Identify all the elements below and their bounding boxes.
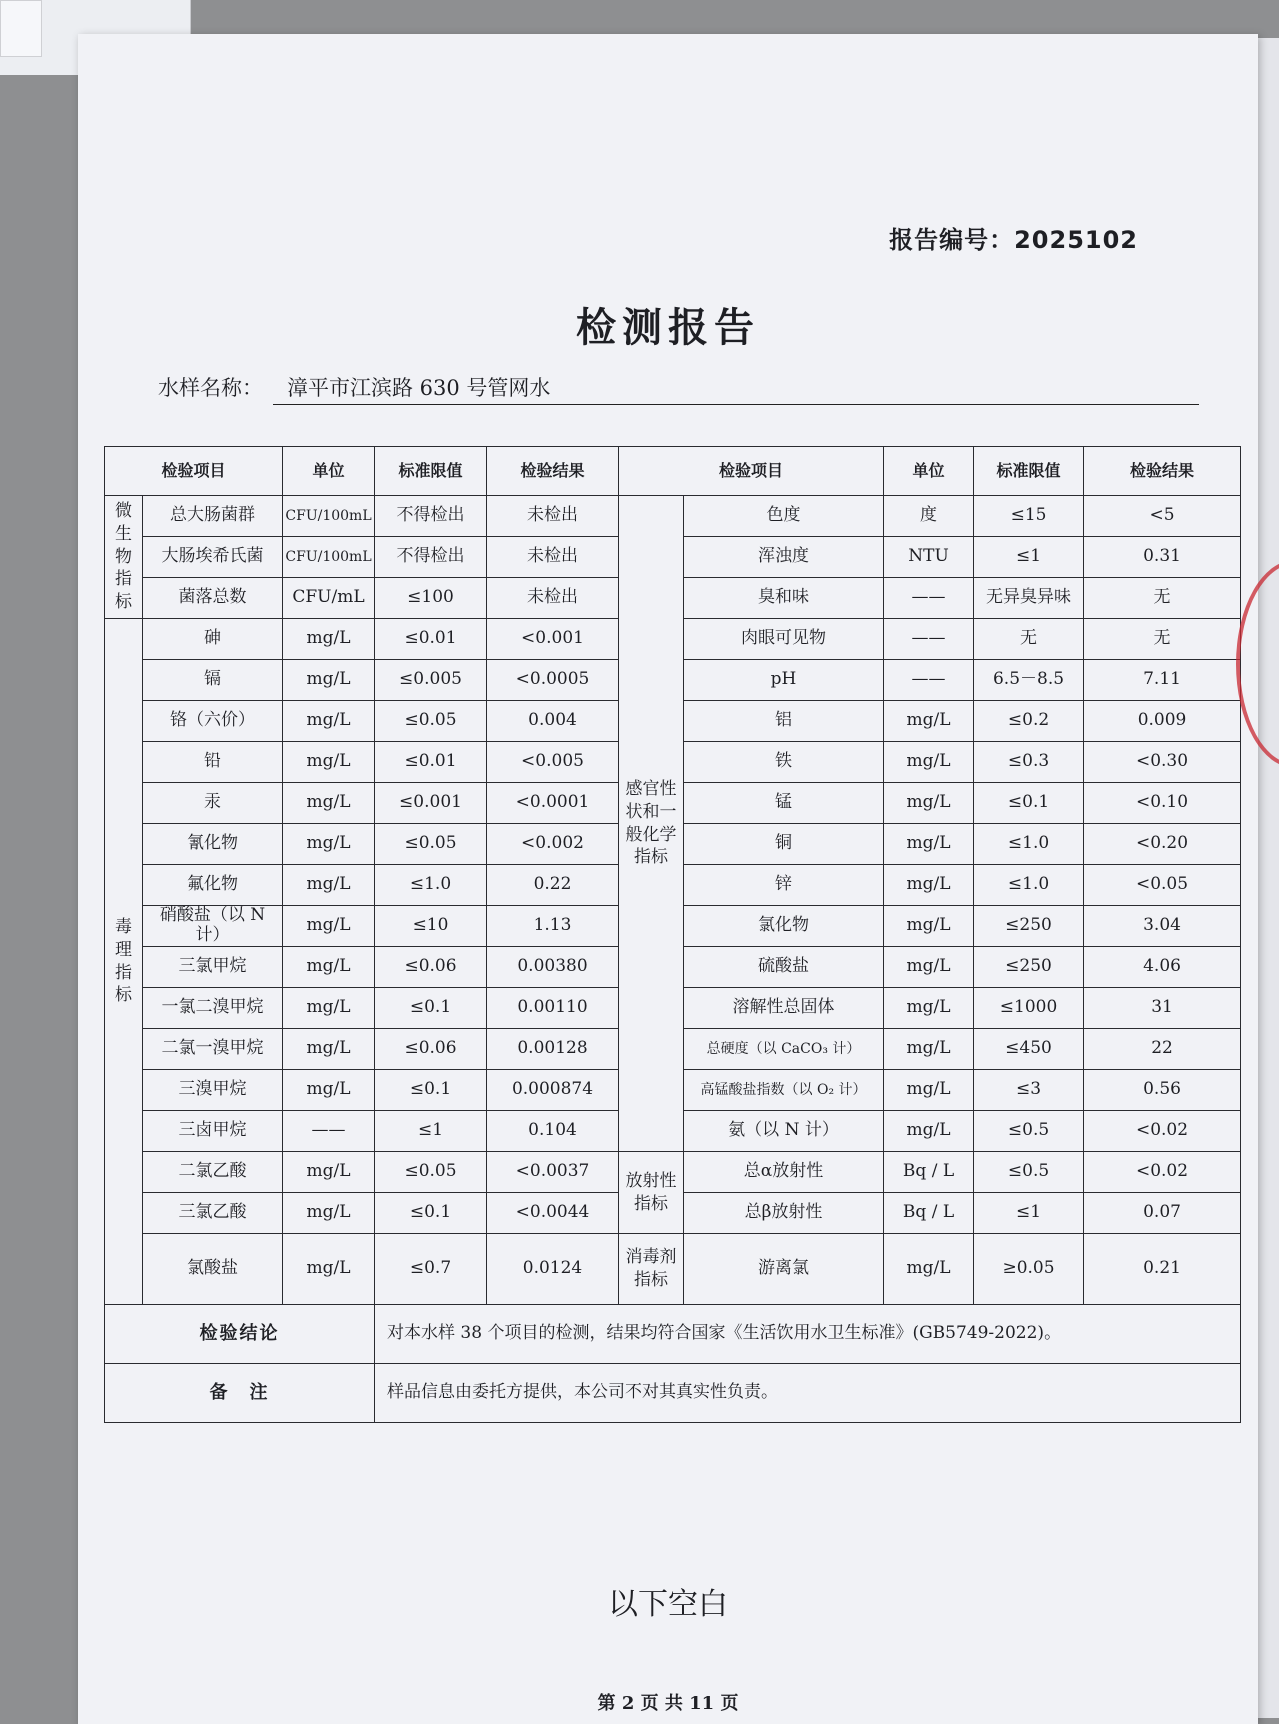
right-unit: mg/L — [884, 783, 974, 824]
header-unit: 单位 — [884, 447, 974, 496]
left-item: 总大肠菌群 — [143, 496, 283, 537]
table-header-row — [105, 447, 1241, 496]
right-result: 0.07 — [1084, 1193, 1241, 1234]
group-label-disinfect: 消毒剂指标 — [619, 1234, 684, 1305]
left-unit: mg/L — [283, 947, 375, 988]
report-number-label: 报告编号： — [889, 226, 1015, 254]
right-unit: Bq / L — [884, 1193, 974, 1234]
right-unit: —— — [884, 619, 974, 660]
left-result: 未检出 — [487, 537, 619, 578]
right-unit: —— — [884, 660, 974, 701]
header-limit: 标准限值 — [375, 447, 487, 496]
right-item: 氯化物 — [684, 906, 884, 947]
left-unit: CFU/100mL — [283, 537, 375, 578]
right-unit: mg/L — [884, 742, 974, 783]
left-item: 铅 — [143, 742, 283, 783]
right-item: 铝 — [684, 701, 884, 742]
table-row — [105, 496, 1241, 537]
right-result: 0.31 — [1084, 537, 1241, 578]
left-result: <0.001 — [487, 619, 619, 660]
left-limit: ≤0.06 — [375, 947, 487, 988]
right-limit: ≤1000 — [974, 988, 1084, 1029]
right-item: 氨（以 N 计） — [684, 1111, 884, 1152]
left-limit: ≤0.001 — [375, 783, 487, 824]
left-item: 氯酸盐 — [143, 1234, 283, 1305]
left-limit: ≤10 — [375, 906, 487, 947]
left-unit: mg/L — [283, 824, 375, 865]
right-result: 7.11 — [1084, 660, 1241, 701]
right-result: 22 — [1084, 1029, 1241, 1070]
left-unit: CFU/mL — [283, 578, 375, 619]
right-result: <5 — [1084, 496, 1241, 537]
left-item: 硝酸盐（以 N 计） — [143, 906, 283, 947]
right-unit: mg/L — [884, 1070, 974, 1111]
right-result: <0.20 — [1084, 824, 1241, 865]
header-result: 检验结果 — [487, 447, 619, 496]
right-result: 0.009 — [1084, 701, 1241, 742]
left-unit: CFU/100mL — [283, 496, 375, 537]
right-result: <0.02 — [1084, 1152, 1241, 1193]
right-item: 铜 — [684, 824, 884, 865]
left-limit: ≤0.06 — [375, 1029, 487, 1070]
left-item: 二氯乙酸 — [143, 1152, 283, 1193]
left-result: 0.00110 — [487, 988, 619, 1029]
right-result: 无 — [1084, 619, 1241, 660]
left-result: 0.00128 — [487, 1029, 619, 1070]
right-item: 总β放射性 — [684, 1193, 884, 1234]
right-item: 臭和味 — [684, 578, 884, 619]
left-limit: ≤0.7 — [375, 1234, 487, 1305]
right-limit: 无 — [974, 619, 1084, 660]
document-title: 检测报告 — [576, 305, 760, 351]
right-limit: ≤0.5 — [974, 1111, 1084, 1152]
right-limit: ≤1 — [974, 1193, 1084, 1234]
left-item: 汞 — [143, 783, 283, 824]
sample-name-row — [158, 372, 1268, 402]
right-unit: mg/L — [884, 1234, 974, 1305]
left-limit: 不得检出 — [375, 496, 487, 537]
left-result: <0.0005 — [487, 660, 619, 701]
right-result: 0.21 — [1084, 1234, 1241, 1305]
right-result: 3.04 — [1084, 906, 1241, 947]
left-result: 0.104 — [487, 1111, 619, 1152]
table-row — [105, 1152, 1241, 1193]
right-unit: mg/L — [884, 906, 974, 947]
table-row — [105, 1234, 1241, 1305]
group-label-micro: 微生物指标 — [105, 496, 143, 619]
right-limit: ≤0.1 — [974, 783, 1084, 824]
conclusion-text: 对本水样 38 个项目的检测，结果均符合国家《生活饮用水卫生标准》(GB5749-2022)。 — [375, 1305, 1241, 1364]
left-item: 一氯二溴甲烷 — [143, 988, 283, 1029]
conclusion-row — [105, 1305, 1241, 1364]
right-unit: mg/L — [884, 1029, 974, 1070]
report-page — [78, 34, 1258, 1724]
left-item: 三氯乙酸 — [143, 1193, 283, 1234]
left-limit: ≤0.005 — [375, 660, 487, 701]
right-item: 硫酸盐 — [684, 947, 884, 988]
left-result: 0.00380 — [487, 947, 619, 988]
header-unit: 单位 — [283, 447, 375, 496]
right-limit: ≤0.3 — [974, 742, 1084, 783]
left-result: <0.002 — [487, 824, 619, 865]
left-result: 0.22 — [487, 865, 619, 906]
left-item: 三卤甲烷 — [143, 1111, 283, 1152]
remark-text: 样品信息由委托方提供，本公司不对其真实性负责。 — [375, 1364, 1241, 1423]
right-limit: ≤250 — [974, 947, 1084, 988]
left-result: 未检出 — [487, 496, 619, 537]
left-result: <0.0037 — [487, 1152, 619, 1193]
right-unit: NTU — [884, 537, 974, 578]
left-limit: ≤0.05 — [375, 824, 487, 865]
right-unit: mg/L — [884, 1111, 974, 1152]
left-unit: mg/L — [283, 1193, 375, 1234]
left-unit: mg/L — [283, 1152, 375, 1193]
right-limit: ≤3 — [974, 1070, 1084, 1111]
right-limit: ≤1.0 — [974, 824, 1084, 865]
blank-below-mark: 以下空白 — [608, 1587, 728, 1622]
right-limit: ≥0.05 — [974, 1234, 1084, 1305]
right-unit: —— — [884, 578, 974, 619]
left-unit: mg/L — [283, 660, 375, 701]
right-item: pH — [684, 660, 884, 701]
right-limit: ≤0.5 — [974, 1152, 1084, 1193]
left-unit: mg/L — [283, 1234, 375, 1305]
left-result: 0.000874 — [487, 1070, 619, 1111]
left-item: 菌落总数 — [143, 578, 283, 619]
right-unit: Bq / L — [884, 1152, 974, 1193]
left-limit: ≤1.0 — [375, 865, 487, 906]
right-result: <0.05 — [1084, 865, 1241, 906]
left-item: 三氯甲烷 — [143, 947, 283, 988]
remark-row — [105, 1364, 1241, 1423]
left-unit: mg/L — [283, 701, 375, 742]
left-item: 二氯一溴甲烷 — [143, 1029, 283, 1070]
right-limit: ≤250 — [974, 906, 1084, 947]
page-number: 第 2 页 共 11 页 — [597, 1693, 739, 1714]
conclusion-label: 检验结论 — [105, 1305, 375, 1364]
right-result: 无 — [1084, 578, 1241, 619]
left-result: <0.0044 — [487, 1193, 619, 1234]
left-limit: ≤1 — [375, 1111, 487, 1152]
sample-name-value: 漳平市江滨路 630 号管网水 — [273, 372, 1199, 405]
left-item: 大肠埃希氏菌 — [143, 537, 283, 578]
left-item: 三溴甲烷 — [143, 1070, 283, 1111]
right-result: 4.06 — [1084, 947, 1241, 988]
left-limit: ≤0.01 — [375, 742, 487, 783]
right-result: 31 — [1084, 988, 1241, 1029]
right-item: 总α放射性 — [684, 1152, 884, 1193]
left-unit: mg/L — [283, 783, 375, 824]
left-result: 0.0124 — [487, 1234, 619, 1305]
left-unit: mg/L — [283, 619, 375, 660]
right-item: 溶解性总固体 — [684, 988, 884, 1029]
left-item: 铬（六价） — [143, 701, 283, 742]
right-item: 游离氯 — [684, 1234, 884, 1305]
header-result: 检验结果 — [1084, 447, 1241, 496]
left-result: 0.004 — [487, 701, 619, 742]
left-unit: mg/L — [283, 865, 375, 906]
left-limit: ≤0.1 — [375, 1193, 487, 1234]
right-limit: ≤450 — [974, 1029, 1084, 1070]
left-result: <0.0001 — [487, 783, 619, 824]
header-limit: 标准限值 — [974, 447, 1084, 496]
results-table — [104, 446, 1241, 1423]
right-item: 锰 — [684, 783, 884, 824]
right-item: 铁 — [684, 742, 884, 783]
header-item: 检验项目 — [105, 447, 283, 496]
left-item: 氟化物 — [143, 865, 283, 906]
right-unit: mg/L — [884, 988, 974, 1029]
right-unit: mg/L — [884, 824, 974, 865]
sample-name-label: 水样名称： — [158, 376, 263, 400]
right-unit: mg/L — [884, 701, 974, 742]
right-limit: ≤0.2 — [974, 701, 1084, 742]
header-item: 检验项目 — [619, 447, 884, 496]
left-limit: ≤0.1 — [375, 1070, 487, 1111]
right-limit: ≤1.0 — [974, 865, 1084, 906]
right-result: 0.56 — [1084, 1070, 1241, 1111]
right-limit: 6.5－8.5 — [974, 660, 1084, 701]
right-item: 浑浊度 — [684, 537, 884, 578]
left-result: <0.005 — [487, 742, 619, 783]
left-unit: mg/L — [283, 742, 375, 783]
right-result: <0.02 — [1084, 1111, 1241, 1152]
left-unit: mg/L — [283, 1029, 375, 1070]
right-item: 色度 — [684, 496, 884, 537]
underlying-paper-corner — [0, 0, 42, 57]
left-limit: ≤0.05 — [375, 701, 487, 742]
right-item: 总硬度（以 CaCO₃ 计） — [684, 1029, 884, 1070]
report-number — [889, 220, 1138, 255]
right-item: 锌 — [684, 865, 884, 906]
group-label-radio: 放射性指标 — [619, 1152, 684, 1234]
right-result: <0.30 — [1084, 742, 1241, 783]
report-number-value: 2025102 — [1014, 226, 1138, 254]
left-item: 砷 — [143, 619, 283, 660]
right-limit: ≤15 — [974, 496, 1084, 537]
remark-label: 备 注 — [105, 1364, 375, 1423]
left-limit: 不得检出 — [375, 537, 487, 578]
right-unit: mg/L — [884, 865, 974, 906]
group-label-sensory: 感官性状和一般化学指标 — [619, 496, 684, 1152]
group-label-toxic: 毒理指标 — [105, 619, 143, 1305]
left-unit: mg/L — [283, 906, 375, 947]
right-limit: ≤1 — [974, 537, 1084, 578]
left-unit: mg/L — [283, 988, 375, 1029]
left-unit: mg/L — [283, 1070, 375, 1111]
left-limit: ≤0.1 — [375, 988, 487, 1029]
right-result: <0.10 — [1084, 783, 1241, 824]
left-limit: ≤0.05 — [375, 1152, 487, 1193]
right-unit: mg/L — [884, 947, 974, 988]
left-limit: ≤0.01 — [375, 619, 487, 660]
left-result: 未检出 — [487, 578, 619, 619]
left-item: 氰化物 — [143, 824, 283, 865]
left-item: 镉 — [143, 660, 283, 701]
left-limit: ≤100 — [375, 578, 487, 619]
right-limit: 无异臭异味 — [974, 578, 1084, 619]
right-item: 高锰酸盐指数（以 O₂ 计） — [684, 1070, 884, 1111]
left-unit: —— — [283, 1111, 375, 1152]
right-item: 肉眼可见物 — [684, 619, 884, 660]
left-result: 1.13 — [487, 906, 619, 947]
right-unit: 度 — [884, 496, 974, 537]
